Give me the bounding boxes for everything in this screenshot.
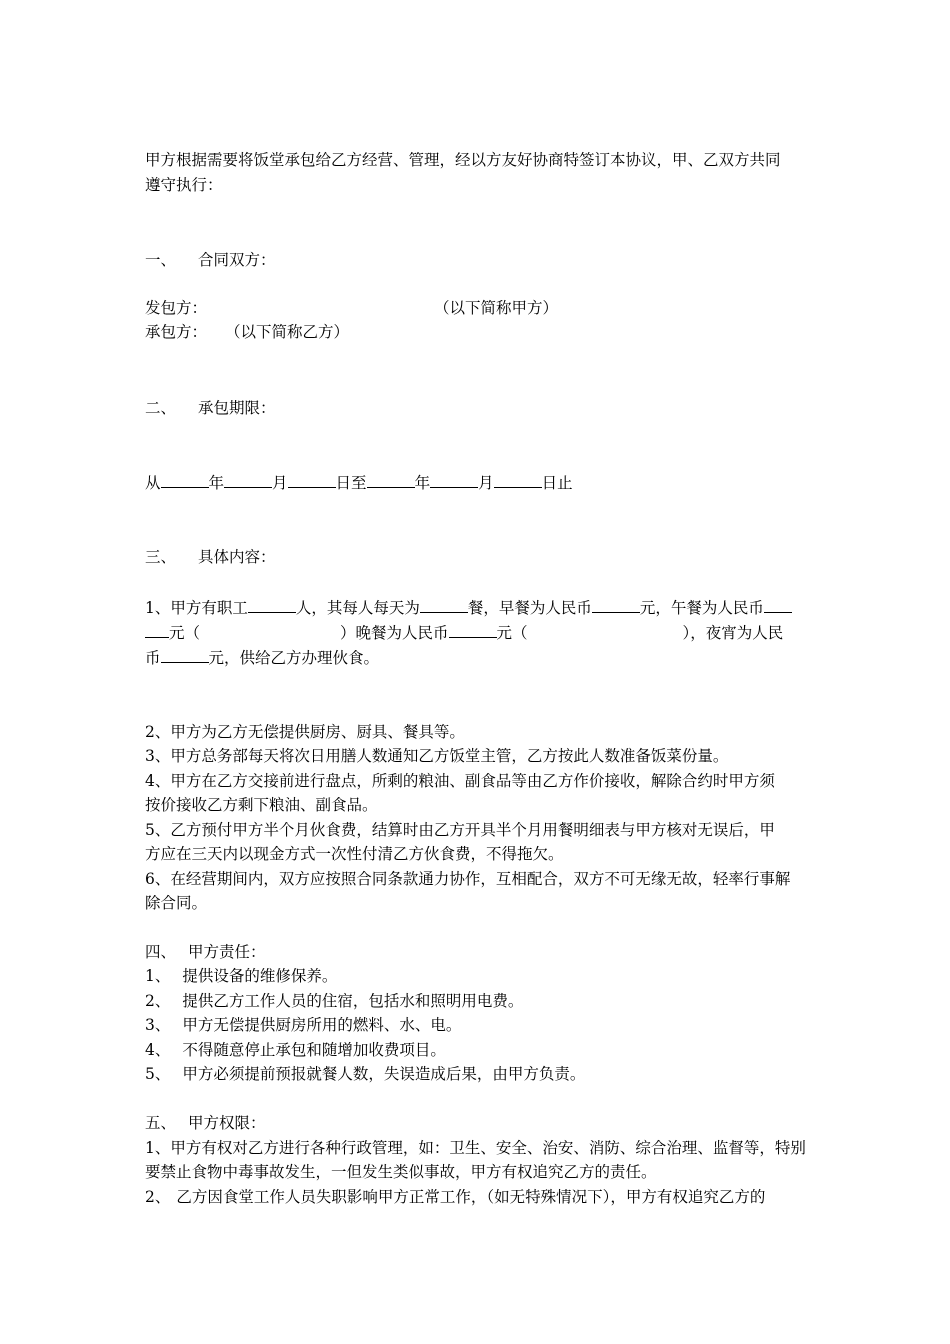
term-period-line: [145, 472, 573, 493]
blank-field: [161, 472, 209, 488]
item-text: 乙方因食堂工作人员失职影响甲方正常工作，（如无特殊情况下），甲方有权追究乙方的: [176, 1188, 766, 1206]
clause-text: 元（: [169, 624, 201, 642]
content-5-line-2: 方应在三天内以现金方式一次性付清乙方伙食费，不得拖欠。: [145, 845, 564, 863]
term-month-2: 月: [478, 474, 494, 492]
item-number: 3、: [145, 1016, 171, 1034]
section-number: 二、: [145, 399, 177, 417]
content-3: 3、甲方总务部每天将次日用膳人数通知乙方饭堂主管，乙方按此人数准备饭菜份量。: [145, 747, 729, 765]
blank-field: [449, 622, 497, 638]
section-5-heading: [145, 1113, 266, 1133]
item-number: 5、: [145, 1065, 171, 1083]
clause-text: 币: [145, 649, 161, 667]
responsibility-item-3: [145, 1015, 461, 1035]
party-b-line: [145, 322, 349, 342]
clause-text: ），夜宵为人民: [682, 624, 784, 642]
blank-field: [430, 472, 478, 488]
term-day-to: 日至: [335, 474, 367, 492]
clause-text: 餐，早餐为人民币: [467, 599, 592, 617]
blank-field: [288, 472, 336, 488]
section-3-heading: [145, 547, 276, 567]
clause-text: 元，供给乙方办理伙食。: [208, 649, 380, 667]
item-text: 不得随意停止承包和随增加收费项目。: [182, 1041, 446, 1059]
blank-field: [145, 622, 169, 638]
section-4-heading: [145, 942, 266, 962]
intro-line-1: 甲方根据需要将饭堂承包给乙方经营、管理，经以方友好协商特签订本协议，甲、乙双方共同: [145, 151, 781, 169]
item-text: 甲方无偿提供厨房所用的燃料、水、电。: [182, 1016, 462, 1034]
section-title: 合同双方：: [198, 251, 276, 269]
party-b-label: 承包方：: [145, 323, 208, 341]
content-4-line-1: 4、甲方在乙方交接前进行盘点，所剩的粮油、副食品等由乙方作价接收，解除合约时甲方须: [145, 772, 775, 790]
blank-field: [592, 597, 640, 613]
term-day-end: 日止: [541, 474, 573, 492]
content-4-line-2: 按价接收乙方剩下粮油、副食品。: [145, 796, 378, 814]
section-title: 承包期限：: [198, 399, 276, 417]
intro-line-2: 遵守执行：: [145, 176, 223, 194]
responsibility-item-4: [145, 1040, 446, 1060]
clause-text: 1、甲方有职工: [145, 599, 248, 617]
content-6-line-2: 除合同。: [145, 894, 208, 912]
section-2-heading: [145, 398, 276, 418]
responsibility-item-2: [145, 991, 523, 1011]
blank-field: [494, 472, 542, 488]
section-number: 一、: [145, 251, 177, 269]
section-number: 五、: [145, 1114, 177, 1132]
responsibility-item-5: [145, 1064, 585, 1084]
term-month-1: 月: [272, 474, 288, 492]
blank-field: [764, 597, 792, 613]
party-a-line: [145, 298, 558, 318]
blank-field: [248, 597, 296, 613]
clause-text: 人，其每人每天为: [295, 599, 420, 617]
blank-field: [420, 597, 468, 613]
term-year-1: 年: [208, 474, 225, 492]
content-6-line-1: 6、在经营期间内，双方应按照合同条款通力协作，互相配合，双方不可无缘无故，轻率行事解: [145, 870, 791, 888]
content-1-line-1: [145, 597, 792, 618]
item-number: 2、: [145, 992, 171, 1010]
item-text: 甲方必须提前预报就餐人数，失误造成后果，由甲方负责。: [182, 1065, 586, 1083]
clause-text: 元，午餐为人民币: [639, 599, 764, 617]
item-text: 提供设备的维修保养。: [182, 967, 338, 985]
content-2: 2、甲方为乙方无偿提供厨房、厨具、餐具等。: [145, 723, 465, 741]
section-number: 四、: [145, 943, 177, 961]
content-5-line-1: 5、乙方预付甲方半个月伙食费，结算时由乙方开具半个月用餐明细表与甲方核对无误后，甲: [145, 821, 775, 839]
responsibility-item-1: [145, 966, 337, 986]
clause-text: ）晚餐为人民币: [340, 624, 449, 642]
blank-field: [161, 647, 209, 663]
content-1-line-2: [145, 622, 783, 643]
section-title: 具体内容：: [198, 548, 276, 566]
party-a-label: 发包方：: [145, 299, 208, 317]
section-title: 甲方责任：: [188, 943, 266, 961]
blank-field: [367, 472, 415, 488]
term-from: 从: [145, 474, 161, 492]
authority-1-line-1: 1、甲方有权对乙方进行各种行政管理，如：卫生、安全、治安、消防、综合治理、监督等，特别: [145, 1139, 806, 1157]
content-1-line-3: [145, 647, 379, 668]
authority-1-line-2: 要禁止食物中毒事故发生，一但发生类似事故，甲方有权追究乙方的责任。: [145, 1163, 657, 1181]
item-text: 提供乙方工作人员的住宿，包括水和照明用电费。: [182, 992, 524, 1010]
party-b-note: （以下简称乙方）: [225, 323, 350, 341]
section-number: 三、: [145, 548, 177, 566]
item-number: 4、: [145, 1041, 171, 1059]
item-number: 2、: [145, 1188, 171, 1206]
section-1-heading: [145, 250, 276, 270]
clause-text: 元（: [496, 624, 528, 642]
term-year-2: 年: [414, 474, 431, 492]
party-a-note: （以下简称甲方）: [434, 299, 559, 317]
item-number: 1、: [145, 967, 171, 985]
blank-field: [224, 472, 272, 488]
section-title: 甲方权限：: [188, 1114, 266, 1132]
authority-2-line-1: [145, 1187, 765, 1207]
